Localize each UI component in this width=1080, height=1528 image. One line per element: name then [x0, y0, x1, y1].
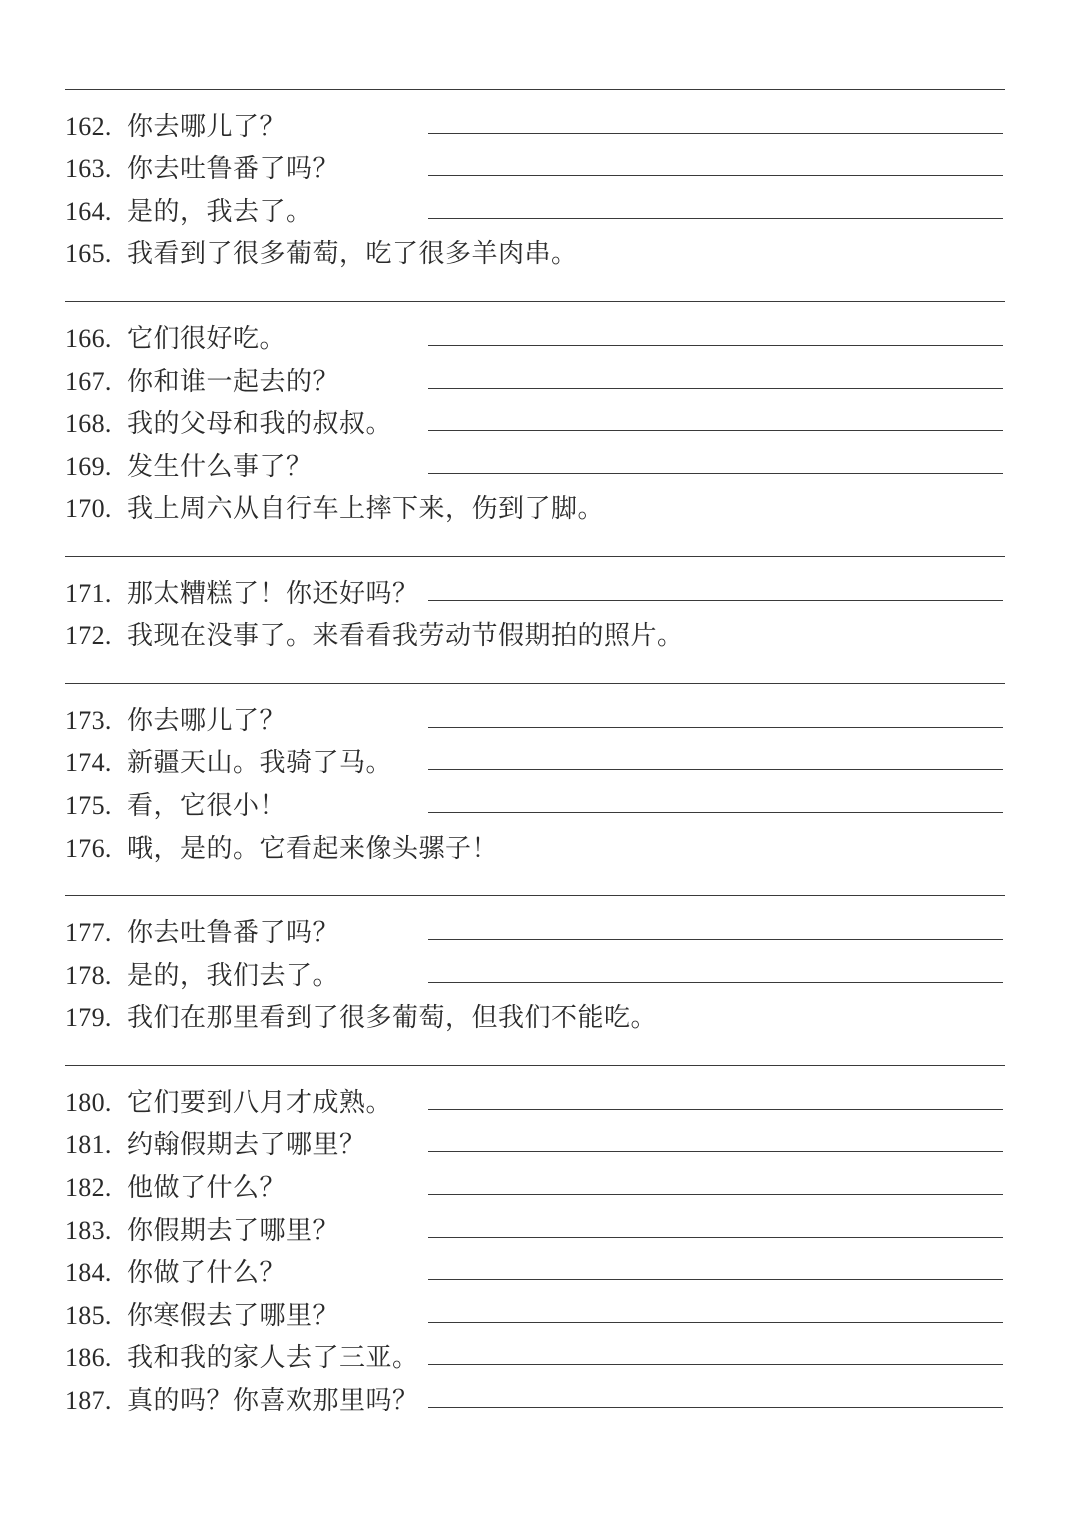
sentence-text: 是的，我们去了。: [127, 960, 340, 990]
sentence-text: 你去吐鲁番了吗？: [127, 154, 340, 184]
sentence-group: [65, 89, 1005, 301]
sentence-row: [65, 1295, 1005, 1338]
item-number: 165.: [65, 239, 112, 269]
sentence-text: 你做了什么？: [127, 1258, 287, 1288]
sentence-text: 你去吐鲁番了吗？: [127, 918, 340, 948]
sentence-row: [65, 106, 1005, 149]
item-number: 166.: [65, 323, 112, 353]
sentence-text: 我看到了很多葡萄，吃了很多羊肉串。: [127, 239, 578, 269]
sentence-text: 看，它很小！: [127, 791, 287, 821]
sentence-row: [65, 912, 1005, 955]
sentence-row: [65, 148, 1005, 191]
sentence-group: [65, 895, 1005, 1065]
sentence-row: [65, 233, 1005, 276]
answer-blank-line: [428, 1109, 1003, 1110]
worksheet-body: [65, 89, 1005, 1423]
sentence-text: 他做了什么？: [127, 1172, 287, 1202]
sentence-group: [65, 556, 1005, 683]
item-number: 185.: [65, 1300, 112, 1330]
sentence-text: 是的，我去了。: [127, 196, 313, 226]
answer-blank-line: [428, 345, 1003, 346]
item-number: 186.: [65, 1343, 112, 1373]
sentence-row: [65, 1252, 1005, 1295]
sentence-row: [65, 1380, 1005, 1423]
item-number: 176.: [65, 833, 112, 863]
item-number: 164.: [65, 196, 112, 226]
sentence-row: [65, 573, 1005, 616]
sentence-group: [65, 301, 1005, 556]
sentence-row: [65, 191, 1005, 234]
sentence-text: 你去哪儿了？: [127, 111, 287, 141]
answer-blank-line: [428, 1279, 1003, 1280]
sentence-text: 哦，是的。它看起来像头骡子！: [127, 833, 499, 863]
answer-blank-line: [428, 473, 1003, 474]
answer-blank-line: [428, 1407, 1003, 1408]
item-number: 178.: [65, 960, 112, 990]
item-number: 180.: [65, 1087, 112, 1117]
item-number: 184.: [65, 1258, 112, 1288]
sentence-row: [65, 318, 1005, 361]
sentence-row: [65, 403, 1005, 446]
sentence-text: 我和我的家人去了三亚。: [127, 1343, 419, 1373]
sentence-text: 真的吗？你喜欢那里吗？: [127, 1385, 419, 1415]
sentence-row: [65, 700, 1005, 743]
sentence-text: 新疆天山。我骑了马。: [127, 748, 393, 778]
item-number: 173.: [65, 705, 112, 735]
answer-blank-line: [428, 430, 1003, 431]
sentence-row: [65, 828, 1005, 871]
sentence-row: [65, 997, 1005, 1040]
sentence-row: [65, 488, 1005, 531]
sentence-text: 我们在那里看到了很多葡萄，但我们不能吃。: [127, 1003, 658, 1033]
item-number: 179.: [65, 1003, 112, 1033]
sentence-row: [65, 446, 1005, 489]
item-number: 170.: [65, 494, 112, 524]
sentence-row: [65, 1124, 1005, 1167]
sentence-text: 发生什么事了？: [127, 451, 313, 481]
item-number: 171.: [65, 578, 112, 608]
answer-blank-line: [428, 1237, 1003, 1238]
sentence-text: 我的父母和我的叔叔。: [127, 409, 393, 439]
answer-blank-line: [428, 133, 1003, 134]
answer-blank-line: [428, 175, 1003, 176]
answer-blank-line: [428, 1151, 1003, 1152]
answer-blank-line: [428, 388, 1003, 389]
answer-blank-line: [428, 939, 1003, 940]
sentence-group: [65, 683, 1005, 895]
item-number: 172.: [65, 621, 112, 651]
sentence-text: 我上周六从自行车上摔下来，伤到了脚。: [127, 494, 605, 524]
answer-blank-line: [428, 600, 1003, 601]
sentence-row: [65, 955, 1005, 998]
sentence-row: [65, 742, 1005, 785]
item-number: 168.: [65, 409, 112, 439]
item-number: 187.: [65, 1385, 112, 1415]
item-number: 181.: [65, 1130, 112, 1160]
sentence-group: [65, 1065, 1005, 1422]
answer-blank-line: [428, 812, 1003, 813]
sentence-row: [65, 615, 1005, 658]
answer-blank-line: [428, 1194, 1003, 1195]
item-number: 177.: [65, 918, 112, 948]
answer-blank-line: [428, 769, 1003, 770]
sentence-text: 你和谁一起去的？: [127, 366, 340, 396]
item-number: 163.: [65, 154, 112, 184]
item-number: 167.: [65, 366, 112, 396]
sentence-row: [65, 1337, 1005, 1380]
sentence-text: 我现在没事了。来看看我劳动节假期拍的照片。: [127, 621, 684, 651]
answer-blank-line: [428, 982, 1003, 983]
answer-blank-line: [428, 727, 1003, 728]
sentence-row: [65, 1210, 1005, 1253]
item-number: 169.: [65, 451, 112, 481]
sentence-text: 你寒假去了哪里？: [127, 1300, 340, 1330]
sentence-row: [65, 1082, 1005, 1125]
sentence-row: [65, 1167, 1005, 1210]
answer-blank-line: [428, 1322, 1003, 1323]
sentence-text: 约翰假期去了哪里？: [127, 1130, 366, 1160]
item-number: 162.: [65, 111, 112, 141]
item-number: 182.: [65, 1172, 112, 1202]
sentence-text: 你去哪儿了？: [127, 705, 287, 735]
item-number: 183.: [65, 1215, 112, 1245]
sentence-row: [65, 785, 1005, 828]
answer-blank-line: [428, 218, 1003, 219]
sentence-text: 你假期去了哪里？: [127, 1215, 340, 1245]
answer-blank-line: [428, 1364, 1003, 1365]
item-number: 175.: [65, 791, 112, 821]
sentence-text: 它们很好吃。: [127, 323, 287, 353]
sentence-text: 它们要到八月才成熟。: [127, 1087, 393, 1117]
sentence-row: [65, 361, 1005, 404]
item-number: 174.: [65, 748, 112, 778]
sentence-text: 那太糟糕了！你还好吗？: [127, 578, 419, 608]
